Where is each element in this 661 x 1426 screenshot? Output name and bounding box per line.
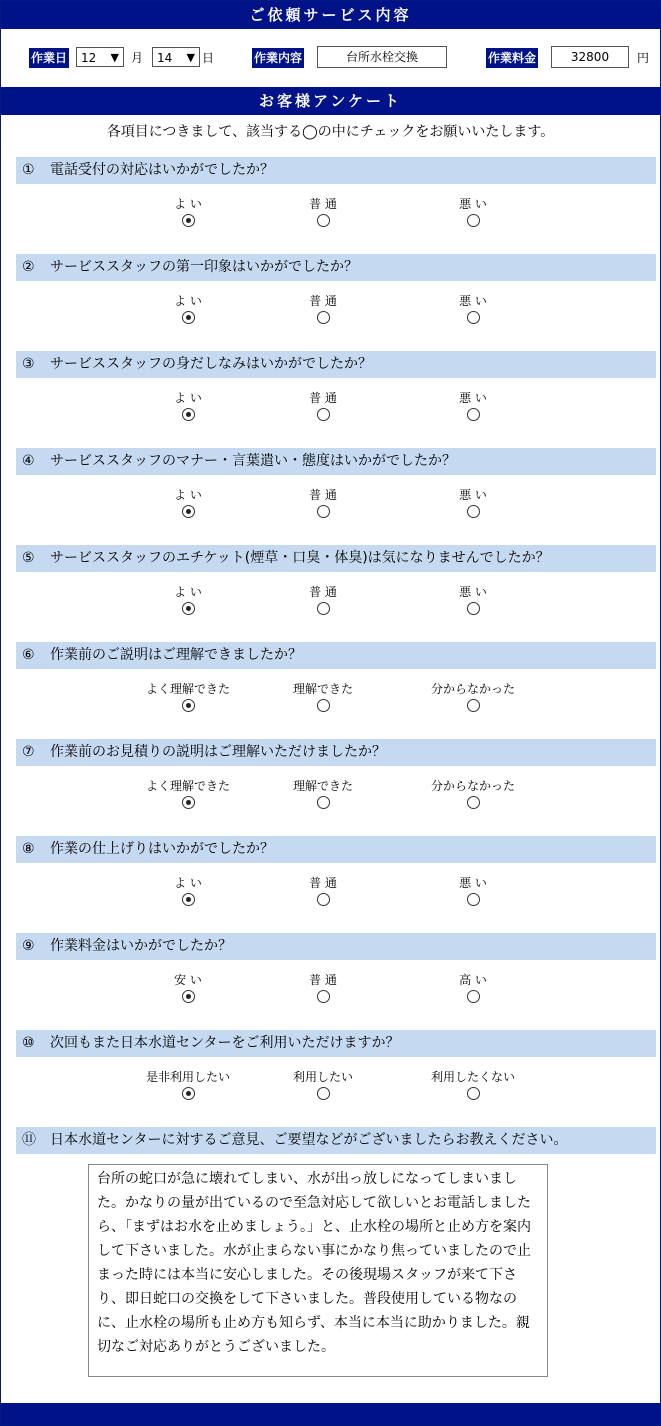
answer-option-label: 普 通: [309, 488, 337, 502]
answer-option-label: よ い: [174, 876, 202, 890]
service-header: ご依頼サービス内容: [1, 1, 660, 29]
radio-checked-icon[interactable]: [182, 311, 195, 324]
radio-unchecked-icon[interactable]: [317, 214, 330, 227]
day-select[interactable]: [152, 47, 200, 67]
question-text: サービススタッフの身だしなみはいかがでしたか？: [50, 356, 372, 372]
answer-option[interactable]: [128, 972, 248, 1006]
dropdown-arrow-icon: ▼: [186, 51, 195, 64]
answer-option[interactable]: [263, 972, 383, 1006]
answer-option[interactable]: [128, 778, 248, 812]
answer-option[interactable]: [413, 681, 533, 715]
answer-option-label: よ い: [174, 391, 202, 405]
answer-option[interactable]: [413, 778, 533, 812]
question-text: 次回もまた日本水道センターをご利用いただけますか？: [50, 1035, 400, 1051]
question-text: サービススタッフのマナー・言葉遣い・態度はいかがでしたか？: [50, 453, 456, 469]
question-number: ①: [22, 162, 35, 178]
radio-checked-icon[interactable]: [182, 699, 195, 712]
question-5: [16, 545, 656, 572]
question-2: [16, 254, 656, 281]
answer-option[interactable]: [413, 390, 533, 424]
radio-unchecked-icon[interactable]: [317, 602, 330, 615]
answer-option-label: 分からなかった: [430, 779, 515, 793]
question-11: [16, 1127, 656, 1154]
survey-header: お客様アンケート: [1, 87, 660, 115]
answer-option[interactable]: [263, 681, 383, 715]
answer-option-label: 悪 い: [459, 585, 487, 599]
radio-checked-icon[interactable]: [182, 505, 195, 518]
answer-option-label: 分からなかった: [430, 682, 515, 696]
survey-intro: 各項目につきまして、該当する◯の中にチェックをお願いいたします。: [106, 124, 555, 140]
question-number: ③: [22, 356, 35, 372]
month-select[interactable]: [76, 47, 124, 67]
question-number: ⑪: [22, 1132, 36, 1148]
content-label: 作業内容: [252, 48, 304, 68]
answer-option[interactable]: [413, 196, 533, 230]
question-number: ⑤: [22, 550, 35, 566]
answer-option[interactable]: [263, 778, 383, 812]
answer-option-label: 理解できた: [292, 779, 353, 793]
day-value: 14: [157, 51, 173, 65]
day-unit: 日: [202, 51, 215, 65]
answer-option-label: よ い: [174, 488, 202, 502]
dropdown-arrow-icon: ▼: [110, 51, 119, 64]
radio-checked-icon[interactable]: [182, 408, 195, 421]
question-3: [16, 351, 656, 378]
question-10: [16, 1030, 656, 1057]
radio-checked-icon[interactable]: [182, 602, 195, 615]
answer-option-label: 普 通: [309, 391, 337, 405]
question-text: 作業前のご説明はご理解できましたか？: [50, 647, 302, 663]
radio-unchecked-icon[interactable]: [317, 893, 330, 906]
radio-unchecked-icon[interactable]: [317, 699, 330, 712]
question-number: ②: [22, 259, 35, 275]
answer-option-label: 利用したくない: [430, 1070, 515, 1084]
footer-band: [1, 1403, 660, 1425]
question-8: [16, 836, 656, 863]
question-9: [16, 933, 656, 960]
answer-option[interactable]: [263, 1069, 383, 1103]
fee-label: 作業料金: [486, 48, 538, 68]
question-number: ⑦: [22, 744, 35, 760]
answer-option[interactable]: [413, 584, 533, 618]
answer-option-label: 高 い: [459, 973, 487, 987]
radio-unchecked-icon[interactable]: [467, 796, 480, 809]
answer-option-label: 悪 い: [459, 294, 487, 308]
answer-option[interactable]: [128, 487, 248, 521]
answer-option[interactable]: [413, 1069, 533, 1103]
date-label: 作業日: [29, 48, 69, 68]
question-number: ⑥: [22, 647, 35, 663]
answer-option[interactable]: [128, 293, 248, 327]
radio-checked-icon[interactable]: [182, 1087, 195, 1100]
answer-option[interactable]: [413, 293, 533, 327]
question-4: [16, 448, 656, 475]
fee-field[interactable]: 32800: [551, 46, 629, 68]
answer-option[interactable]: [128, 1069, 248, 1103]
question-text: サービススタッフのエチケット(煙草・口臭・体臭)は気になりませんでしたか？: [50, 550, 550, 566]
radio-unchecked-icon[interactable]: [467, 505, 480, 518]
answer-option[interactable]: [263, 875, 383, 909]
question-7: [16, 739, 656, 766]
radio-checked-icon[interactable]: [182, 990, 195, 1003]
answer-option[interactable]: [413, 875, 533, 909]
comment-textarea[interactable]: 台所の蛇口が急に壊れてしまい、水が出っ放しになってしまいました。かなりの量が出ているので至急対応して欲しいとお電話しましたら、「まずはお水を止めましょう。」と、止水栓の場所と止め方を案内して下さいました。水が止まらない事にかなり焦っていましたので止まった時には本当に安心しました。その後現場スタッフが来て下さり、即日蛇口の交換をして下さいました。普段使用している物なのに、止水栓の場所も止め方も知らず、本当に本当に助かりました。親切なご対応ありがとうございました。: [88, 1164, 548, 1377]
answer-option[interactable]: [263, 487, 383, 521]
answer-option[interactable]: [263, 293, 383, 327]
radio-checked-icon[interactable]: [182, 214, 195, 227]
answer-option[interactable]: [128, 584, 248, 618]
answer-option-label: よく理解できた: [145, 682, 230, 696]
answer-option-label: 普 通: [309, 294, 337, 308]
radio-unchecked-icon[interactable]: [317, 990, 330, 1003]
answer-option[interactable]: [413, 487, 533, 521]
answer-option-label: 普 通: [309, 876, 337, 890]
radio-unchecked-icon[interactable]: [317, 505, 330, 518]
question-text: 電話受付の対応はいかがでしたか？: [50, 162, 274, 178]
radio-unchecked-icon[interactable]: [467, 214, 480, 227]
radio-unchecked-icon[interactable]: [317, 311, 330, 324]
radio-unchecked-icon[interactable]: [317, 1087, 330, 1100]
answer-option-label: 安 い: [174, 973, 202, 987]
question-1: [16, 157, 656, 184]
radio-unchecked-icon[interactable]: [467, 990, 480, 1003]
radio-unchecked-icon[interactable]: [467, 408, 480, 421]
answer-option-label: よ い: [174, 294, 202, 308]
answer-option-label: 悪 い: [459, 197, 487, 211]
answer-option-label: 是非利用したい: [145, 1070, 230, 1084]
question-number: ④: [22, 453, 35, 469]
answer-option[interactable]: [128, 875, 248, 909]
answer-option-label: よ い: [174, 197, 202, 211]
answer-option-label: よく理解できた: [145, 779, 230, 793]
answer-option-label: 普 通: [309, 973, 337, 987]
answer-option-label: 普 通: [309, 585, 337, 599]
radio-unchecked-icon[interactable]: [467, 699, 480, 712]
answer-option-label: 理解できた: [292, 682, 353, 696]
question-number: ⑨: [22, 938, 35, 954]
answer-option[interactable]: [128, 390, 248, 424]
answer-option-label: よ い: [174, 585, 202, 599]
month-value: 12: [81, 51, 97, 65]
question-6: [16, 642, 656, 669]
answer-option-label: 利用したい: [292, 1070, 353, 1084]
answer-option-label: 悪 い: [459, 876, 487, 890]
answer-option[interactable]: [263, 196, 383, 230]
radio-unchecked-icon[interactable]: [467, 311, 480, 324]
radio-checked-icon[interactable]: [182, 893, 195, 906]
question-number: ⑩: [22, 1035, 35, 1051]
radio-unchecked-icon[interactable]: [467, 1087, 480, 1100]
question-number: ⑧: [22, 841, 35, 857]
question-text: 作業前のお見積りの説明はご理解いただけましたか？: [50, 744, 386, 760]
answer-option-label: 悪 い: [459, 488, 487, 502]
radio-unchecked-icon[interactable]: [317, 796, 330, 809]
answer-option[interactable]: [128, 681, 248, 715]
service-info-row: [1, 29, 660, 87]
radio-unchecked-icon[interactable]: [467, 893, 480, 906]
answer-option-label: 悪 い: [459, 391, 487, 405]
answer-option-label: 普 通: [309, 197, 337, 211]
answer-option[interactable]: [413, 972, 533, 1006]
question-text: 日本水道センターに対するご意見、ご要望などがございましたらお教えください。: [50, 1132, 568, 1148]
fee-unit: 円: [637, 51, 650, 65]
radio-checked-icon[interactable]: [182, 796, 195, 809]
question-text: 作業料金はいかがでしたか？: [50, 938, 232, 954]
content-field[interactable]: 台所水栓交換: [317, 46, 447, 68]
question-text: サービススタッフの第一印象はいかがでしたか？: [50, 259, 358, 275]
answer-option[interactable]: [128, 196, 248, 230]
answer-option[interactable]: [263, 584, 383, 618]
question-text: 作業の仕上げりはいかがでしたか？: [50, 841, 274, 857]
radio-unchecked-icon[interactable]: [317, 408, 330, 421]
month-unit: 月: [131, 51, 144, 65]
answer-option[interactable]: [263, 390, 383, 424]
radio-unchecked-icon[interactable]: [467, 602, 480, 615]
